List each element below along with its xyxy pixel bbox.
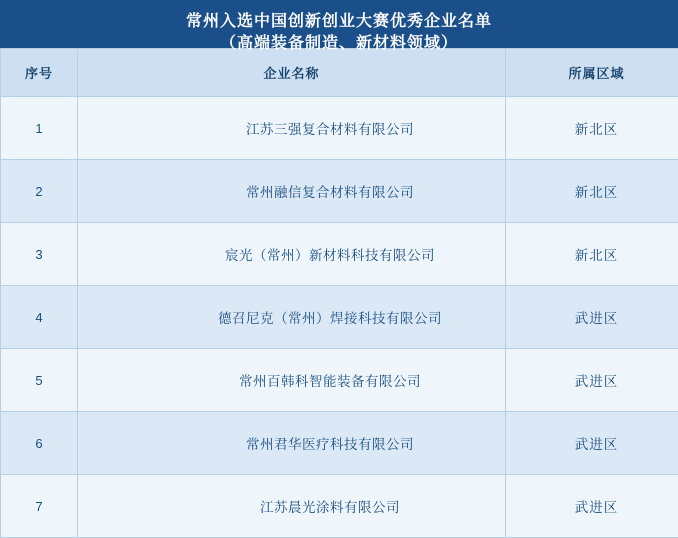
row-no: 5: [1, 349, 78, 412]
page-title-line2: （高端装备制造、新材料领域）: [219, 35, 458, 52]
row-area: 武进区: [506, 412, 678, 475]
document-title-bar: [0, 0, 678, 52]
table-row: [1, 412, 678, 475]
table-body: [1, 97, 678, 538]
row-no: 1: [1, 97, 78, 160]
row-enterprise-name: 宸光（常州）新材料科技有限公司: [78, 223, 506, 286]
column-header-enterprise-name: 企业名称: [78, 49, 506, 97]
row-area: 新北区: [506, 223, 678, 286]
row-area: 武进区: [506, 349, 678, 412]
enterprise-table: [0, 48, 678, 538]
row-enterprise-name: 常州百韩科智能装备有限公司: [78, 349, 506, 412]
row-no: 3: [1, 223, 78, 286]
row-no: 2: [1, 160, 78, 223]
row-area: 武进区: [506, 475, 678, 538]
row-no: 7: [1, 475, 78, 538]
table-row: [1, 97, 678, 160]
row-area: 新北区: [506, 97, 678, 160]
table-row: [1, 160, 678, 223]
table-header-row: [1, 49, 678, 97]
row-enterprise-name: 江苏晨光涂料有限公司: [78, 475, 506, 538]
table-row: [1, 286, 678, 349]
column-header-no: 序号: [1, 49, 78, 97]
row-no: 6: [1, 412, 78, 475]
table-row: [1, 223, 678, 286]
row-area: 新北区: [506, 160, 678, 223]
table-row: [1, 349, 678, 412]
row-enterprise-name: 江苏三强复合材料有限公司: [78, 97, 506, 160]
column-header-area: 所属区域: [506, 49, 678, 97]
row-enterprise-name: 德召尼克（常州）焊接科技有限公司: [78, 286, 506, 349]
row-enterprise-name: 常州君华医疗科技有限公司: [78, 412, 506, 475]
row-area: 武进区: [506, 286, 678, 349]
page-title-line1: 常州入选中国创新创业大赛优秀企业名单: [185, 13, 492, 30]
table-row: [1, 475, 678, 538]
row-no: 4: [1, 286, 78, 349]
row-enterprise-name: 常州融信复合材料有限公司: [78, 160, 506, 223]
table-header: [1, 49, 678, 97]
